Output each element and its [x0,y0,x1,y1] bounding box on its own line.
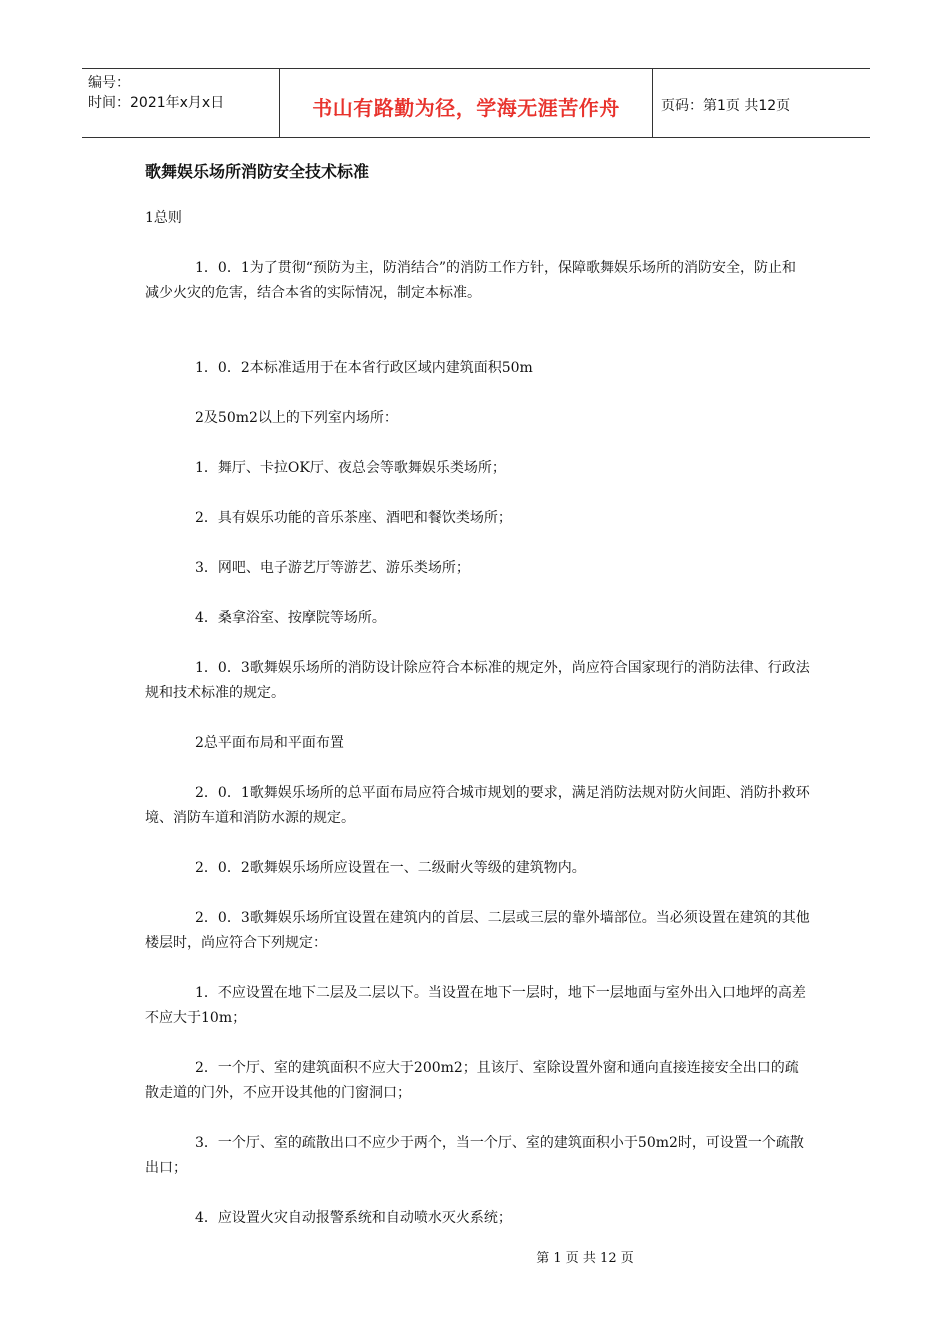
page-footer: 第 1 页 共 12 页 [536,1251,634,1266]
number-label: 编号： [88,75,130,91]
paragraph: 2．0．1歌舞娱乐场所的总平面布局应符合城市规划的要求，满足消防法规对防火间距、消防扑救环境、消防车道和消防水源的规定。 [145,785,810,826]
paragraph: 2．0．2歌舞娱乐场所应设置在一、二级耐火等级的建筑物内。 [195,860,586,876]
document-title: 歌舞娱乐场所消防安全技术标准 [145,162,370,181]
paragraph: 2．0．3歌舞娱乐场所宜设置在建筑内的首层、二层或三层的靠外墙部位。当必须设置在建筑的其他楼层时，尚应符合下列规定： [145,910,810,951]
header-meta [82,69,280,137]
header-motto-cell [280,69,653,137]
header-page-info-cell [653,69,870,137]
paragraph: 1．0．3歌舞娱乐场所的消防设计除应符合本标准的规定外，尚应符合国家现行的消防法律、行政法规和技术标准的规定。 [145,660,810,701]
section-heading: 1总则 [145,210,182,226]
paragraph: 1．0．1为了贯彻“预防为主，防消结合”的消防工作方针，保障歌舞娱乐场所的消防安全，防止和减少火灾的危害，结合本省的实际情况，制定本标准。 [145,260,797,301]
section-heading: 2总平面布局和平面布置 [195,735,344,751]
time-label: 时间：2021年x月x日 [88,95,225,111]
page-info: 页码：第1页 共12页 [661,98,791,114]
list-item: 2．具有娱乐功能的音乐茶座、酒吧和餐饮类场所； [195,510,512,526]
list-item: 2．一个厅、室的建筑面积不应大于200m2；且该厅、室除设置外窗和通向直接连接安全出口的疏散走道的门外，不应开设其他的门窗洞口； [145,1060,799,1101]
list-item: 1．不应设置在地下二层及二层以下。当设置在地下一层时，地下一层地面与室外出入口地坪的高差不应大于10m； [145,985,806,1026]
list-item: 4．桑拿浴室、按摩院等场所。 [195,610,386,626]
motto: 书山有路勤为径，学海无涯苦作舟 [312,95,620,120]
list-item: 4．应设置火灾自动报警系统和自动喷水灭火系统； [195,1210,512,1226]
page-header [82,68,870,138]
paragraph: 1．0．2本标准适用于在本省行政区域内建筑面积50m [195,360,533,376]
document-body [145,160,810,1226]
paragraph: 2及50m2以上的下列室内场所： [195,410,398,426]
list-item: 3．网吧、电子游艺厅等游艺、游乐类场所； [195,560,470,576]
list-item: 1．舞厅、卡拉OK厅、夜总会等歌舞娱乐类场所； [195,460,506,476]
list-item: 3．一个厅、室的疏散出口不应少于两个，当一个厅、室的建筑面积小于50m2时，可设置一个疏散出口； [145,1135,804,1176]
